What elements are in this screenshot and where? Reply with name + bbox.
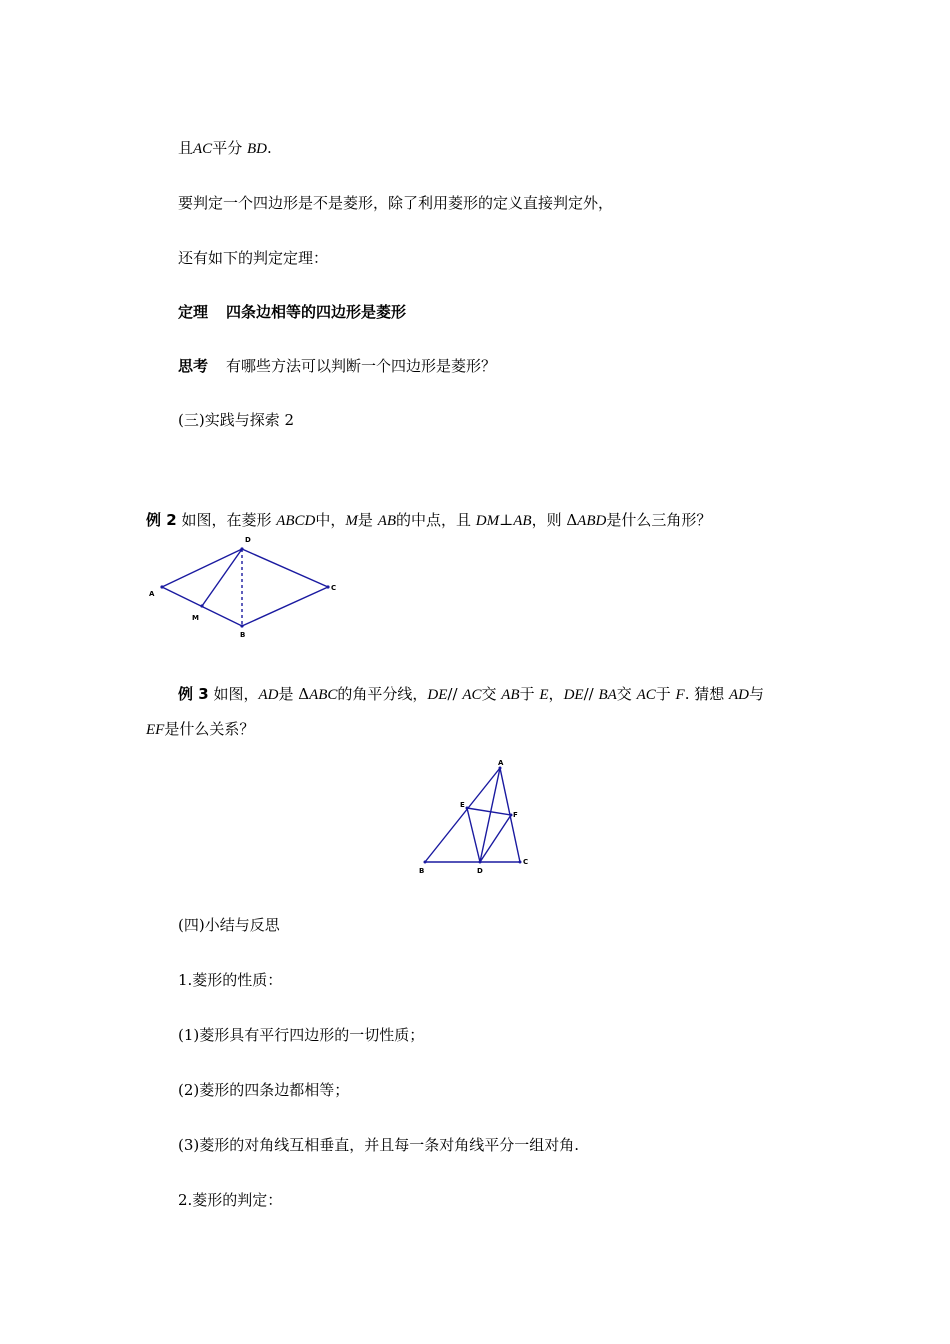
text: 的中点，且 [396,511,476,529]
var: EF [146,722,165,738]
text: 交 [616,685,637,703]
label-d: D [245,536,251,544]
text: 交 [481,685,502,703]
summary-2-heading: 2.菱形的判定： [178,1191,283,1209]
text-line-ac-bisects-bd [178,138,272,159]
var: DE [563,687,584,703]
var: E [539,687,549,703]
triangle-abc [425,768,520,862]
theorem-text: 四条边相等的四边形是菱形 [226,303,407,321]
point-m [200,604,203,607]
point-b [240,624,243,627]
label-c: C [331,584,337,592]
text-line-judge-intro: 要判定一个四边形是不是菱形，除了利用菱形的定义直接判定外， [178,194,614,212]
point-e [466,807,469,810]
think-text: 有哪些方法可以判断一个四边形是菱形？ [226,357,497,375]
section-4-heading: (四)小结与反思 [178,916,280,934]
var: DM [475,513,500,529]
text: 是 [357,511,378,529]
summary-1-heading: 1.菱形的性质： [178,971,283,989]
property-2: (2)菱形的四条边都相等； [178,1081,350,1099]
label-b: B [240,631,246,639]
label-a: A [498,759,504,767]
text: 如图， [208,685,259,703]
var: BD [246,141,267,157]
var: F [675,687,685,703]
think-label: 思考 [178,357,209,375]
var: AB [501,687,520,703]
example-3-label: 例 3 [178,685,209,703]
var: ABCD [276,513,316,529]
var: ABD [577,513,607,529]
var: BA [598,687,617,703]
point-a [160,585,163,588]
label-e: E [460,801,465,809]
point-d [240,547,243,550]
text: 中， [315,511,346,529]
rhombus-figure [140,530,350,640]
label-b: B [419,867,425,875]
var: DE [427,687,448,703]
var: AC [636,687,656,703]
text: // [583,685,599,703]
segment-de [467,808,480,862]
text: ，则 Δ [531,511,578,529]
text: ⊥ [499,511,514,529]
example-3-line-1 [178,684,764,705]
label-d: D [477,867,483,875]
text: 且 [178,139,194,157]
text: 是什么三角形？ [606,511,712,529]
text: 与 [749,685,765,703]
text: 是什么关系？ [164,720,255,738]
text: 于 [519,685,540,703]
triangle-figure [410,758,540,878]
property-1: (1)菱形具有平行四边形的一切性质； [178,1026,425,1044]
text: 于 [655,685,676,703]
theorem-line [178,302,406,322]
text: . [266,139,272,157]
label-a: A [149,590,155,598]
text: ， [548,685,564,703]
text: // [447,685,463,703]
point-b [424,861,427,864]
rhombus-outline [162,549,328,626]
var: AD [258,687,279,703]
example-3-line-2 [146,719,254,740]
text: 如图，在菱形 [176,511,277,529]
text: 的角平分线， [337,685,428,703]
point-c [519,861,522,864]
property-3: (3)菱形的对角线互相垂直，并且每一条对角线平分一组对角. [178,1136,580,1154]
example-2-label: 例 2 [146,511,177,529]
segment-ef [467,808,511,815]
point-c [326,585,329,588]
var: M [345,513,358,529]
var: ABC [309,687,338,703]
var: AD [729,687,749,703]
var: AC [193,141,213,157]
example-2-line [146,510,711,531]
text: 平分 [212,139,243,157]
segment-dm [202,549,242,606]
theorem-label: 定理 [178,303,209,321]
label-c: C [523,858,529,866]
var: AB [513,513,532,529]
var: AB [377,513,397,529]
label-f: F [513,811,518,819]
point-d [479,861,482,864]
text: . 猜想 [684,685,729,703]
text-line-following-theorem: 还有如下的判定定理： [178,249,329,267]
text: 是 Δ [278,685,310,703]
section-3-heading: (三)实践与探索 2 [178,411,295,429]
label-m: M [192,614,199,622]
think-line [178,356,496,376]
var: AC [462,687,482,703]
